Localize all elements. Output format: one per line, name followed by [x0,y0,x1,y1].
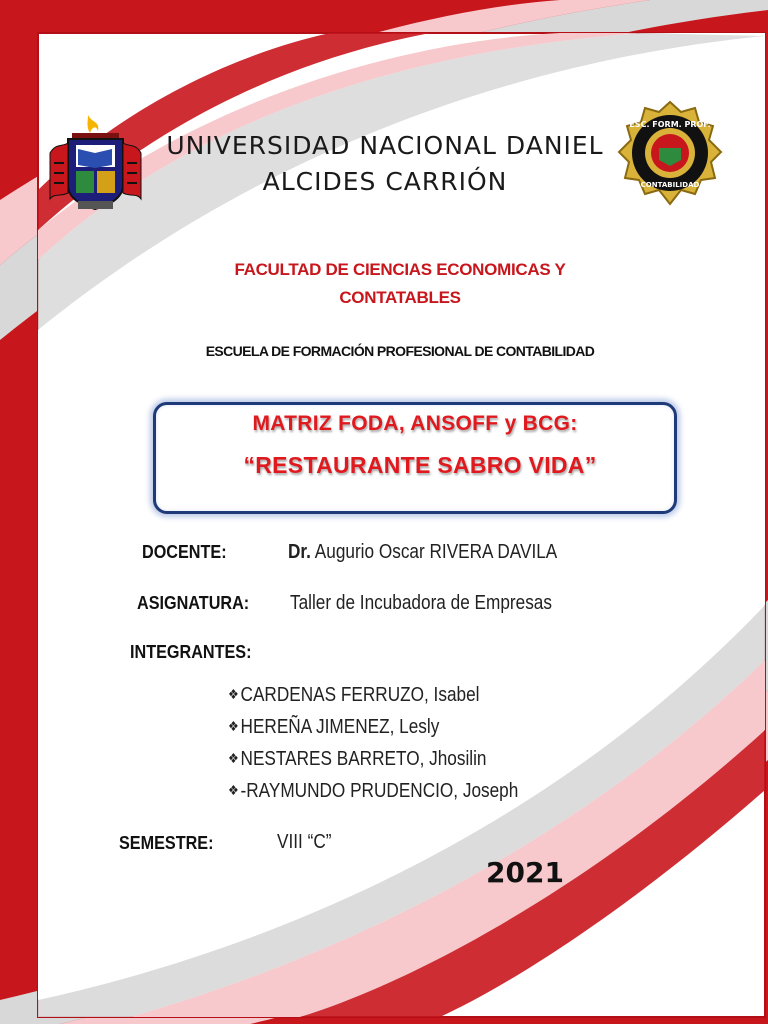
year: 2021 [486,856,564,889]
bullet-icon: ❖ [228,686,239,702]
seal-top-text: ESC. FORM. PROF. [629,120,711,129]
member-name: CARDENAS FERRUZO, Isabel [240,684,480,706]
docente-prefix: Dr. [288,541,311,563]
list-item [228,744,518,776]
member-name: HEREÑA JIMENEZ, Lesly [240,716,440,738]
university-crest-logo [48,113,143,213]
asignatura-label: ASIGNATURA: [137,593,250,613]
accounting-school-seal [615,100,725,208]
asignatura-value: Taller de Incubadora de Empresas [290,592,552,614]
faculty-name [200,256,600,312]
list-item [228,776,518,808]
semestre-value: VIII “C” [277,831,332,853]
docente-label: DOCENTE: [142,542,227,562]
university-name-line1: UNIVERSIDAD NACIONAL DANIEL [166,131,604,160]
faculty-name-line1: FACULTAD DE CIENCIAS ECONOMICAS Y [234,260,566,279]
faculty-name-line2: CONTATABLES [339,288,461,307]
document-title-line2: “RESTAURANTE SABRO VIDA” [243,452,597,478]
integrantes-label: INTEGRANTES: [130,642,252,662]
list-item [228,712,518,744]
seal-bottom-text: CONTABILIDAD [640,181,700,189]
list-item [228,680,518,712]
docente-name: Augurio Oscar RIVERA DAVILA [314,541,558,563]
university-name-line2: ALCIDES CARRIÓN [262,167,508,196]
members-list [228,680,566,808]
bullet-icon: ❖ [228,750,239,766]
member-name: NESTARES BARRETO, Jhosilin [240,748,487,770]
docente-value [288,541,557,564]
university-name [150,128,620,200]
semestre-label: SEMESTRE: [119,833,214,853]
school-name: ESCUELA DE FORMACIÓN PROFESIONAL DE CONTABILIDAD [205,343,595,359]
member-name: -RAYMUNDO PRUDENCIO, Joseph [240,780,519,802]
bullet-icon: ❖ [228,782,239,798]
document-title-line1: MATRIZ FODA, ANSOFF y BCG: [252,412,578,435]
bullet-icon: ❖ [228,718,239,734]
